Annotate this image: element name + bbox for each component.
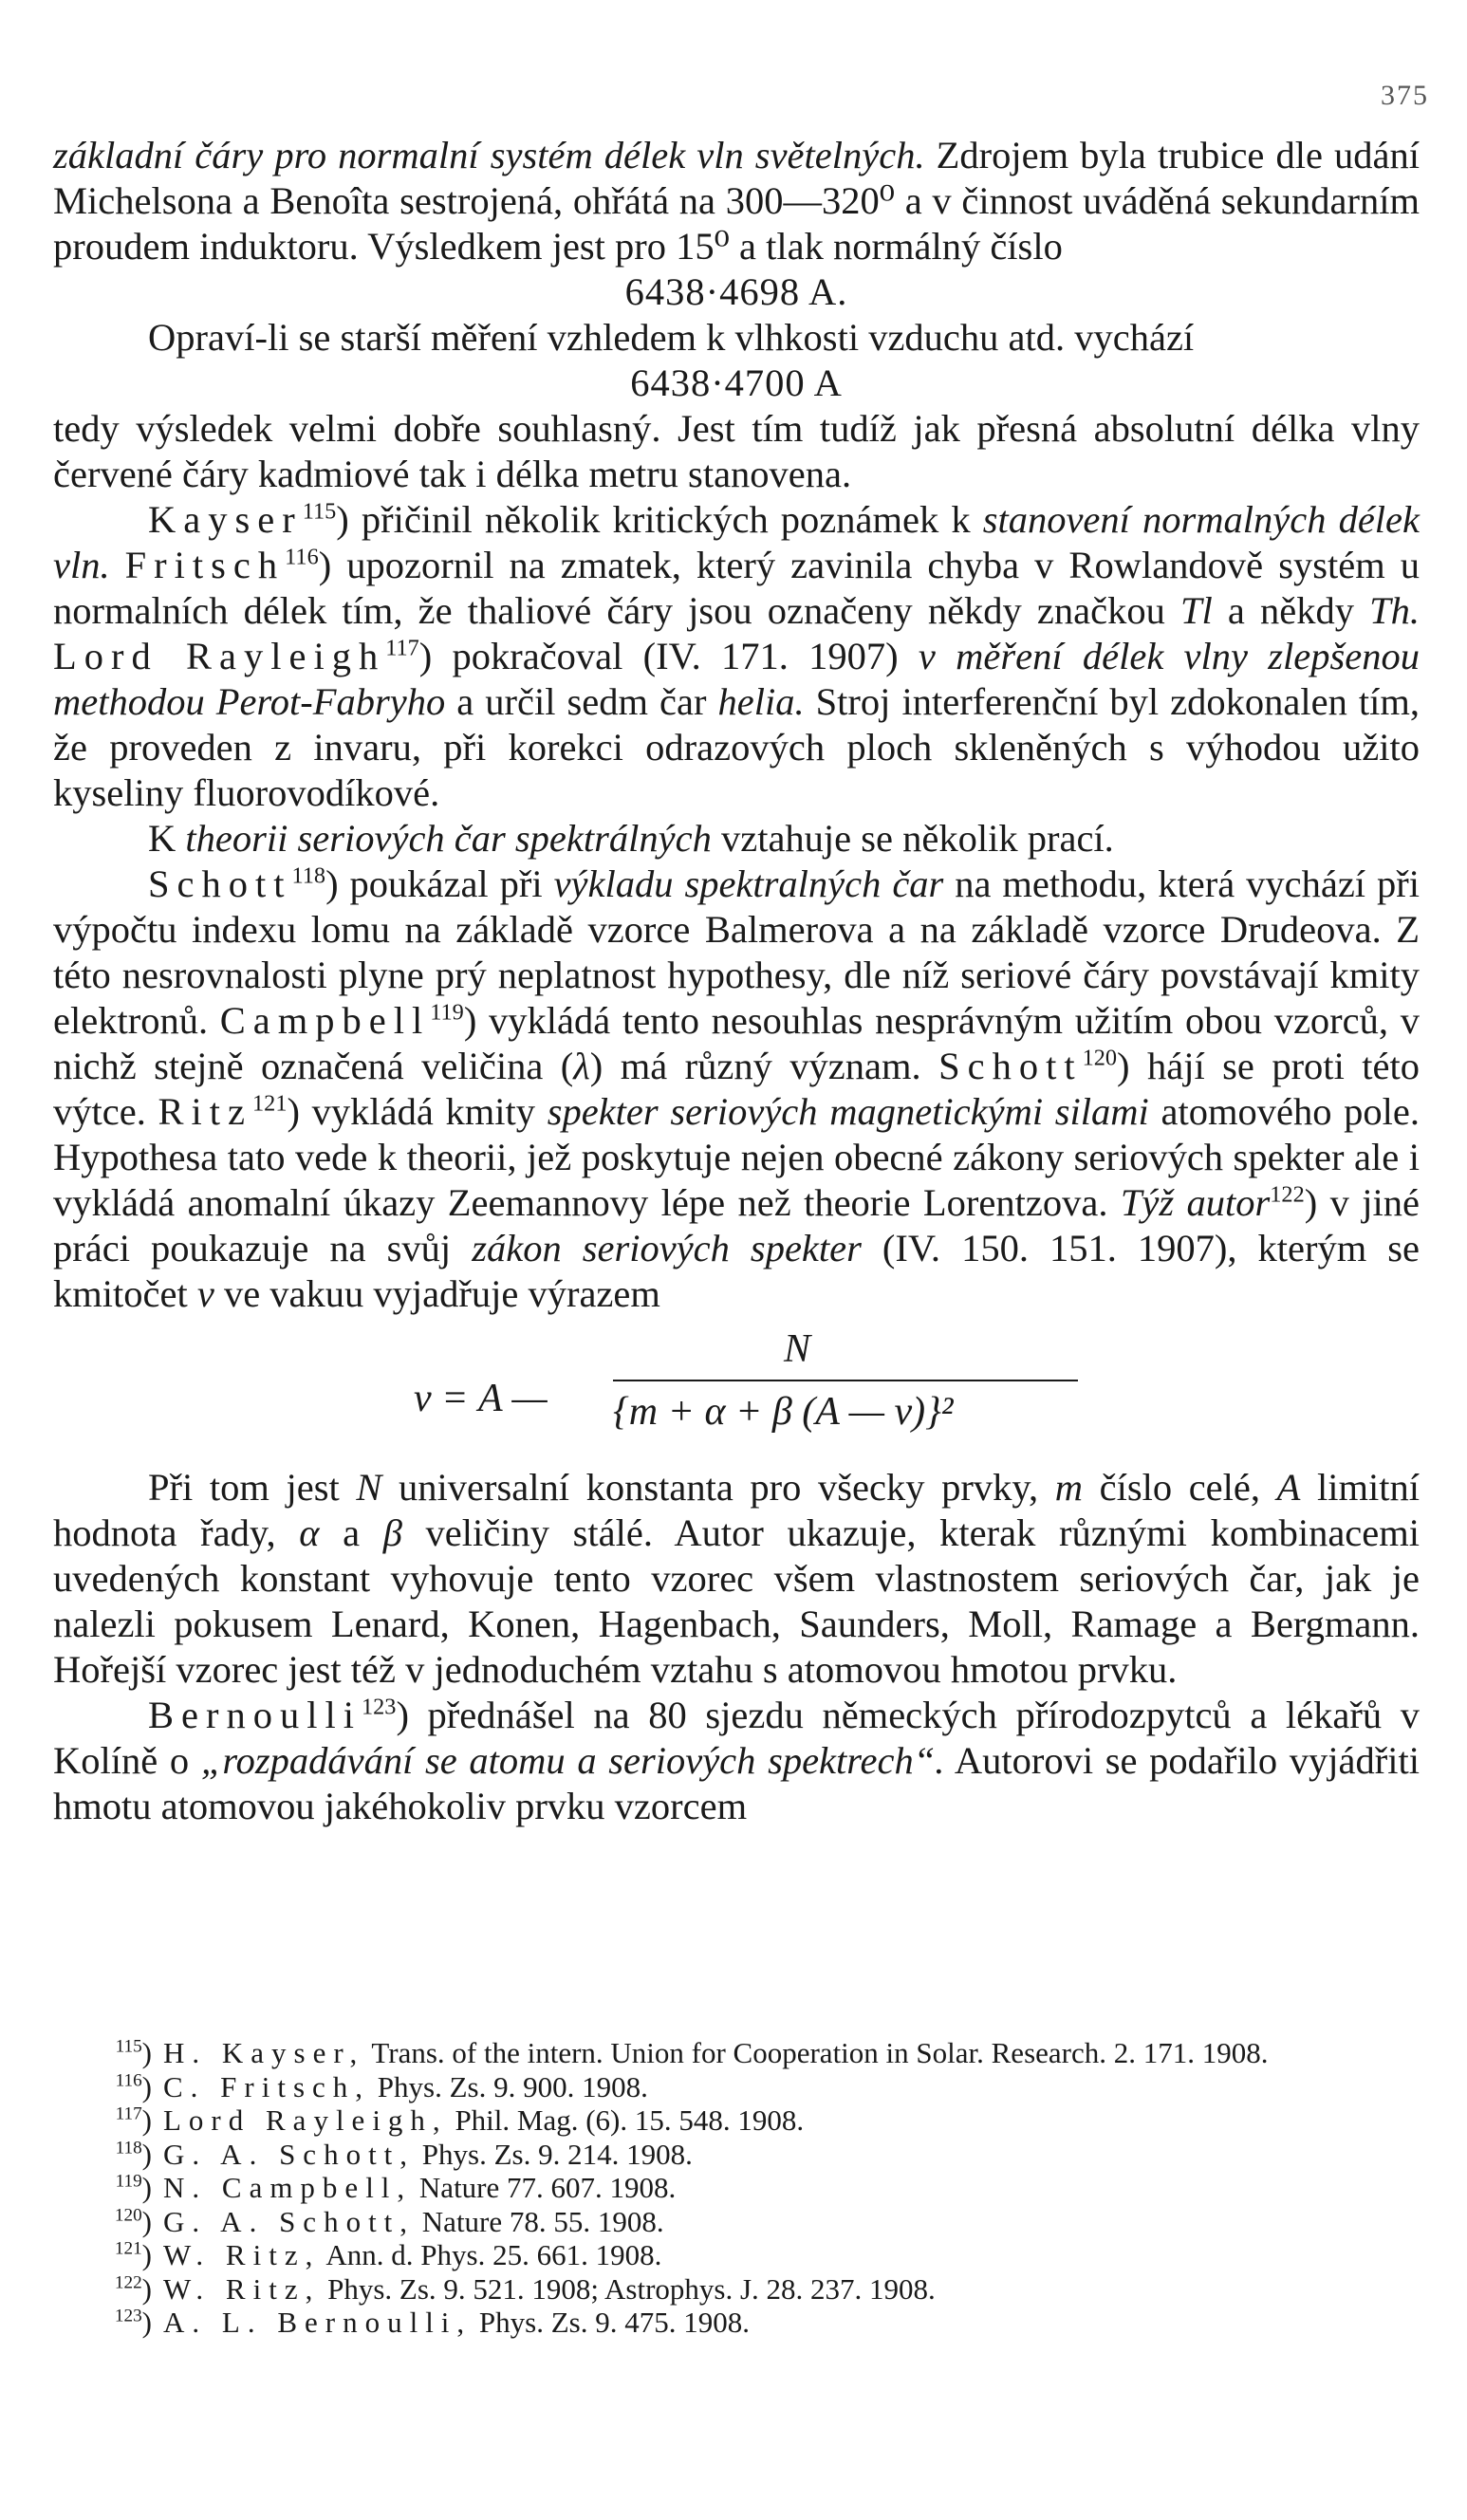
italic-phrase: základní čáry pro normalní systém délek vln světelných. — [53, 134, 925, 176]
footnote-122 — [53, 2272, 1420, 2307]
footnote-text — [163, 2238, 1420, 2272]
footnote-text — [163, 2103, 1420, 2138]
footnote-num: 120 — [114, 2205, 142, 2226]
italic-phrase: výkladu spektralných čar — [553, 862, 944, 905]
footnote-author: H. Kayser, — [163, 2036, 365, 2069]
footnote-num: 122 — [114, 2272, 142, 2293]
italic-phrase: „rozpadávání se atomu a seriových spektrech“. — [200, 1739, 945, 1782]
footnote-120 — [53, 2205, 1420, 2239]
footnote-citation: Phys. Zs. 9. 900. 1908. — [377, 2069, 648, 2103]
paragraph-6 — [53, 862, 1420, 1317]
measured-value-1: 6438·4698 A. — [624, 270, 848, 313]
footnote-citation: Phys. Zs. 9. 475. 1908. — [478, 2306, 750, 2339]
footnote-author: N. Campbell, — [163, 2171, 413, 2204]
text-run: ) upozornil na zmatek, který zavinila chyba v Rowlandově systém u normalních délek tím, že thaliové čáry jsou označeny někdy značkou — [53, 544, 1420, 632]
italic-phrase: λ — [573, 1045, 590, 1087]
italic-phrase: Th. — [1369, 589, 1421, 632]
text-run: Při tom jest — [148, 1466, 357, 1509]
footnote-115 — [53, 2036, 1420, 2070]
paragraph-7 — [53, 1465, 1420, 1693]
paragraph-4 — [53, 497, 1420, 816]
ritz-formula — [53, 1326, 1420, 1450]
text-run: a někdy — [1212, 589, 1370, 632]
footnote-number: $^{117}$) — [115, 2103, 152, 2137]
text-run: ) vykládá tento nesouhlas nesprávným užitím obou vzorců, v nichž stejně označená veličina ( — [53, 999, 1420, 1087]
text-run: ) přednášel na 80 sjezdu německých přírodozpytců a lékařů v Kolíně o — [53, 1694, 1420, 1782]
text-run: ) má různý význam. — [589, 1045, 939, 1087]
author-campbell: Campbell — [219, 999, 431, 1042]
paragraph-3: tedy výsledek velmi dobře souhlasný. Jest tím tudíž jak přesná absolutní délka vlny červené čáry kadmiové tak i délka metru stanovena. — [53, 407, 1420, 495]
main-text — [53, 133, 1420, 1829]
text-run: ) poukázal při — [325, 862, 554, 905]
footnote-number: $^{119}$) — [115, 2171, 152, 2204]
author-fritsch: Fritsch — [124, 544, 286, 586]
text-run: Stroj interferenční byl zdokonalen tím, že proveden z invaru, při korekci odrazových ploch skleněných s výhodou užito kyseliny fluorovodíkové. — [53, 680, 1421, 814]
footnote-number: $^{120}$) — [114, 2204, 152, 2238]
footnote-number: $^{115}$) — [115, 2036, 152, 2069]
footnote-ref: 123 — [361, 1694, 397, 1720]
italic-phrase: v měření délek vlny zlepšenou methodou Perot-Fabryho — [53, 635, 1420, 723]
footnote-text — [163, 2205, 1420, 2239]
footnote-119 — [53, 2171, 1420, 2205]
text-run: Zdrojem byla trubice dle udání Michelsona a Benoîta sestrojená, ohřátá na 300—320⁰ a v činnost uváděná sekundarním proudem induktoru. Výsledkem jest pro 15⁰ a tlak normálný číslo — [53, 134, 1420, 268]
italic-phrase: β — [382, 1511, 402, 1554]
text-run: K — [148, 817, 186, 860]
italic-phrase: stanovení normalných délek vln. — [53, 498, 1420, 586]
footnote-citation: Phys. Zs. 9. 521. 1908; Astrophys. J. 28. 237. 1908. — [327, 2271, 936, 2306]
footnote-num: 117 — [115, 2103, 142, 2124]
footnote-ref: 121 — [252, 1090, 288, 1117]
italic-phrase: N — [356, 1466, 382, 1509]
text-run: vztahuje se několik prací. — [711, 817, 1114, 860]
paragraph-5 — [53, 816, 1420, 862]
footnote-ref: 120 — [1082, 1045, 1118, 1071]
footnote-number: $^{122}$) — [114, 2271, 152, 2306]
author-kayser: Kayser — [148, 498, 303, 541]
author-schott: Schott — [938, 1045, 1083, 1087]
text-run: limitní hodnota řady, — [53, 1466, 1421, 1554]
footnote-ref: 116 — [285, 544, 319, 570]
footnote-citation: Nature 78. 55. 1908. — [421, 2204, 664, 2238]
footnote-citation: Phys. Zs. 9. 214. 1908. — [421, 2137, 693, 2171]
italic-phrase: spekter seriových magnetickými silami — [547, 1090, 1149, 1133]
text-run: Autorovi se podařilo vyjádřiti hmotu atomovou jakéhokoliv prvku vzorcem — [53, 1739, 1420, 1827]
author-rayleigh: Lord Rayleigh — [53, 635, 386, 677]
footnote-ref: 117 — [385, 635, 419, 661]
footnote-number: $^{116}$) — [115, 2069, 152, 2103]
footnote-116 — [53, 2070, 1420, 2104]
formula-denominator: {m + α + β (A — ν)}² — [613, 1390, 954, 1434]
footnote-text — [163, 2272, 1420, 2307]
author-ritz: Ritz — [158, 1090, 253, 1133]
footnote-num: 115 — [115, 2036, 142, 2057]
footnote-number: $^{118}$) — [115, 2137, 152, 2171]
footnote-citation: Phil. Mag. (6). 15. 548. 1908. — [455, 2103, 805, 2137]
italic-phrase: α — [299, 1511, 320, 1554]
italic-phrase: m — [1054, 1466, 1083, 1509]
footnote-num: 121 — [114, 2238, 142, 2259]
footnote-text — [163, 2070, 1420, 2104]
footnote-121 — [53, 2238, 1420, 2272]
footnote-text — [163, 2306, 1420, 2340]
footnote-author: G. A. Schott, — [163, 2137, 416, 2171]
text-run: ve vakuu vyjadřuje výrazem — [214, 1272, 660, 1315]
footnote-text — [163, 2138, 1420, 2172]
footnote-num: 118 — [115, 2138, 142, 2159]
text-run: (IV. 150. 151. 1907), kterým se kmitočet — [53, 1227, 1420, 1315]
paragraph-1 — [53, 133, 1420, 269]
italic-phrase: ν — [196, 1272, 214, 1315]
footnote-117 — [53, 2103, 1420, 2138]
footnote-text — [163, 2171, 1420, 2205]
footnote-ref: 122 — [1270, 1181, 1305, 1208]
footnote-citation: Nature 77. 607. 1908. — [418, 2171, 677, 2204]
fraction-bar — [613, 1380, 1078, 1381]
footnote-author: Lord Rayleigh, — [163, 2103, 448, 2137]
footnote-author: W. Ritz, — [163, 2271, 321, 2306]
footnote-citation: Ann. d. Phys. 25. 661. 1908. — [325, 2238, 662, 2271]
italic-phrase: zákon seriových spekter — [472, 1227, 862, 1269]
text-run: veličiny stálé. Autor ukazuje, kterak různými kombinacemi uvedených konstant vyhovuje tento vzorec všem vlastnostem seriových čar, jak je nalezli pokusem Lenard, Konen, Hagenbach, Saunders, Moll, Ramage a Bergmann. Hořejší vzorec jest též v jednoduchém vztahu s atomovou hmotou prvku. — [53, 1511, 1421, 1691]
footnote-123 — [53, 2306, 1420, 2340]
text-run: ) vykládá kmity — [287, 1090, 548, 1133]
text-run: číslo celé, — [1082, 1466, 1277, 1509]
footnote-num: 123 — [114, 2306, 142, 2326]
paragraph-8 — [53, 1693, 1420, 1829]
text-run: atomového pole. Hypothesa tato vede k theorii, jež poskytuje nejen obecné zákony seriových spekter ale i vykládá anomalní úkazy Zeemannovy lépe než theorie Lorentzova. — [53, 1090, 1420, 1224]
text-run: universalní konstanta pro všecky prvky, — [381, 1466, 1055, 1509]
footnote-author: C. Fritsch, — [163, 2069, 371, 2103]
author-schott: Schott — [148, 862, 292, 905]
footnote-number: $^{121}$) — [114, 2238, 152, 2271]
footnote-num: 119 — [115, 2171, 142, 2192]
paragraph-2: Opraví-li se starší měření vzhledem k vlhkosti vzduchu atd. vychází — [148, 316, 1195, 359]
footnote-ref: 118 — [291, 862, 326, 889]
footnotes — [53, 2036, 1420, 2340]
text-run: ) v jiné práci poukazuje na svůj — [53, 1181, 1420, 1269]
author-bernoulli: Bernoulli — [148, 1694, 362, 1736]
italic-phrase: Tl — [1179, 589, 1213, 632]
footnote-text — [163, 2036, 1420, 2070]
text-run: ) pokračoval (IV. 171. 1907) — [418, 635, 919, 677]
footnote-number: $^{123}$) — [114, 2306, 152, 2339]
footnote-author: G. A. Schott, — [163, 2204, 416, 2238]
formula-numerator: N — [784, 1327, 811, 1371]
footnote-num: 116 — [115, 2070, 142, 2091]
footnote-ref: 115 — [302, 498, 337, 525]
footnote-author: W. Ritz, — [163, 2238, 321, 2271]
text-run: ) přičinil několik kritických poznámek k — [336, 498, 983, 541]
formula-lhs: ν = A — — [414, 1377, 548, 1420]
footnote-118 — [53, 2138, 1420, 2172]
text-run: ) hájí se proti této výtce. — [53, 1045, 1420, 1133]
italic-phrase: Týž autor — [1120, 1181, 1271, 1224]
footnote-ref: 119 — [430, 999, 464, 1026]
italic-phrase: A — [1276, 1466, 1301, 1509]
italic-phrase: theorii seriových čar spektrálných — [185, 817, 712, 860]
measured-value-2: 6438·4700 A — [630, 361, 843, 404]
text-run: na methodu, která vychází při výpočtu indexu lomu na základě vzorce Balmerova a na základě vzorce Drudeova. Z této nesrovnalosti plyne prý neplatnost hypothesy, dle níž seriové čáry povstávají kmity elektronů. — [53, 862, 1420, 1042]
page-number: 375 — [1381, 80, 1429, 111]
text-run: a určil sedm čar — [445, 680, 718, 723]
text-run: a — [319, 1511, 383, 1554]
footnote-citation: Trans. of the intern. Union for Cooperation in Solar. Research. 2. 171. 1908. — [371, 2036, 1269, 2069]
footnote-author: A. L. Bernoulli, — [163, 2306, 473, 2339]
italic-phrase: helia. — [717, 680, 805, 723]
